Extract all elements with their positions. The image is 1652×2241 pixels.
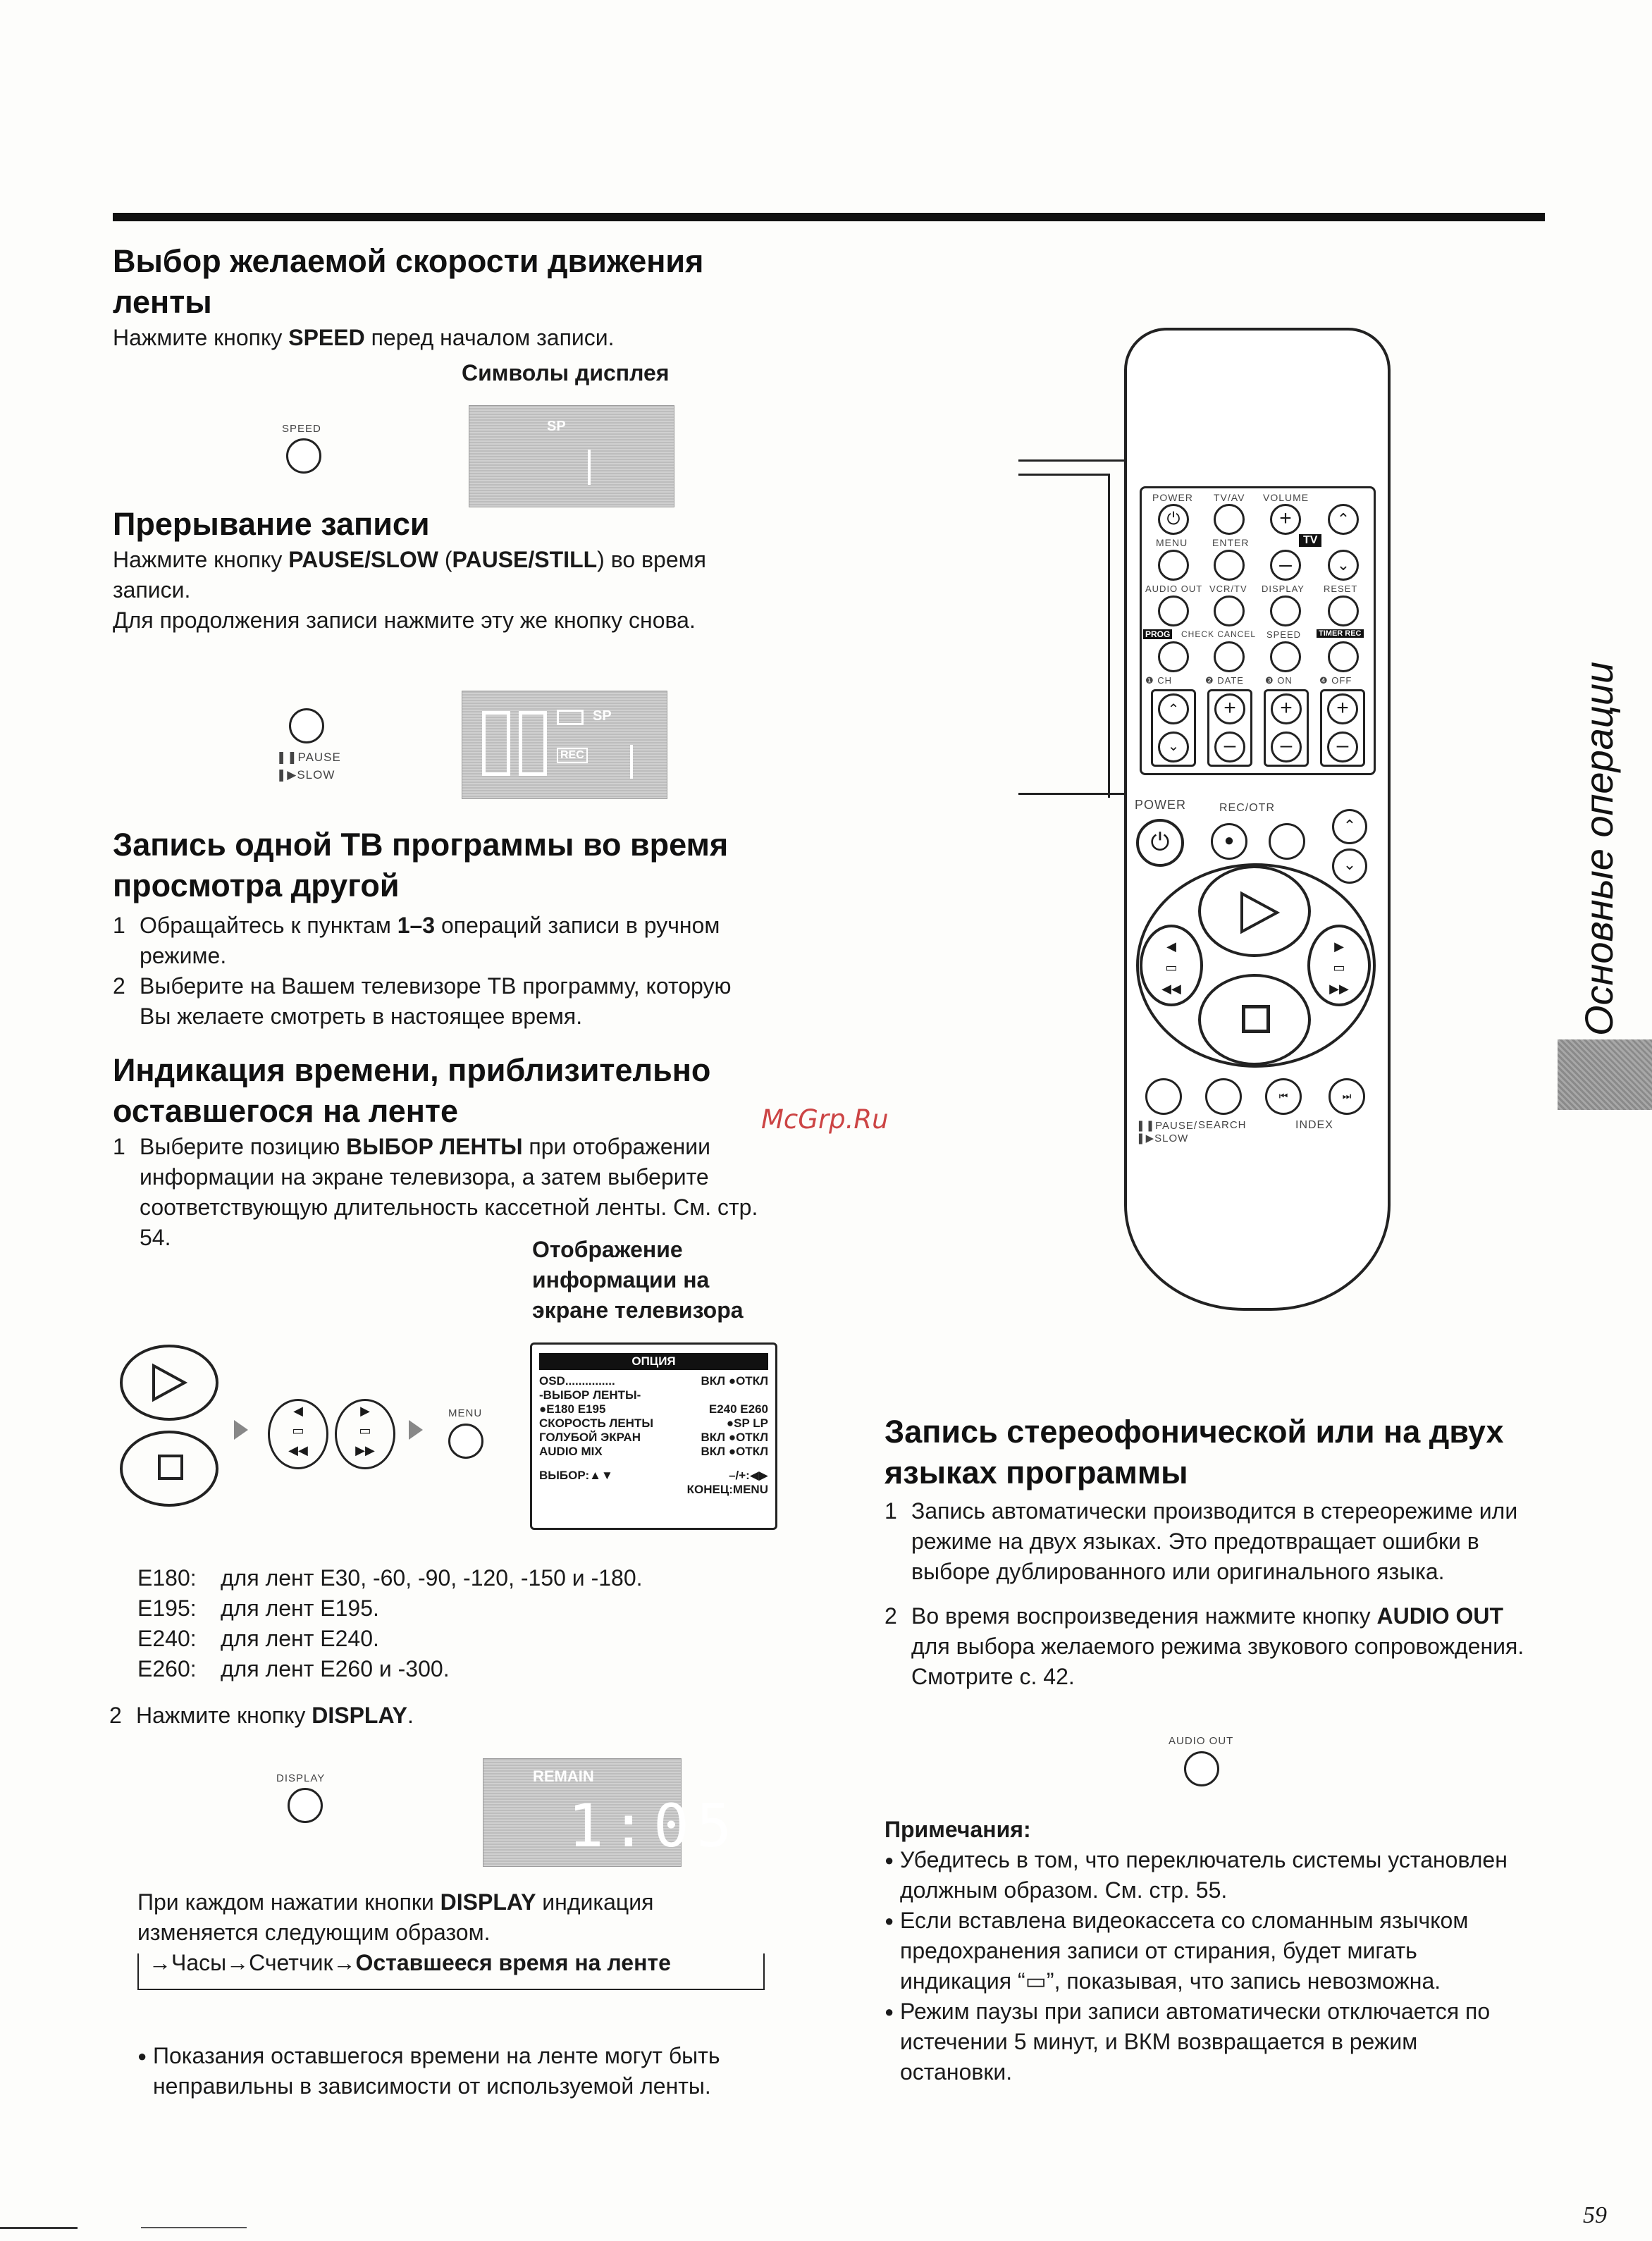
remote-rec-button[interactable] (1211, 823, 1247, 860)
remote-label-ch: ❶ CH (1145, 675, 1173, 686)
remote-index-next-button[interactable] (1329, 1078, 1365, 1115)
stop-button[interactable] (120, 1431, 218, 1507)
rewind-icon: ◀ ▭ ◀◀ (288, 1404, 308, 1457)
stop-icon (158, 1455, 183, 1480)
lid-line (1108, 474, 1110, 798)
remote-tvav-button[interactable] (1214, 504, 1245, 535)
osd-row: ГОЛУБОЙ ЭКРАН ВКЛ ●ОТКЛ (539, 1431, 768, 1444)
osd-footer-end: КОНЕЦ:MENU (686, 1483, 768, 1496)
chevron-up-icon: ⌃ (1336, 510, 1350, 528)
remote-play-button[interactable] (1198, 865, 1311, 957)
list-item: 2 Выберите на Вашем телевизоре ТВ программу, которую Вы желаете смотреть в настоящее время. (113, 973, 732, 1029)
remote-date-plus-button[interactable] (1214, 693, 1245, 724)
remote-power-button[interactable] (1158, 504, 1189, 535)
remote-label-power: POWER (1152, 492, 1193, 503)
lid-line (1018, 474, 1110, 476)
section-title-remain: Индикация времени, приблизительно оставшегося на ленте (113, 1052, 711, 1129)
remote-tv-ch-up-button[interactable] (1328, 504, 1359, 535)
osd-title: ОПЦИЯ (539, 1353, 768, 1370)
pause-instruction: Нажмите кнопку PAUSE/SLOW (PAUSE/STILL) во время записи. (113, 547, 706, 603)
lid-line (1018, 459, 1126, 462)
remote-label-prog: PROG (1143, 629, 1172, 639)
plus-icon: + (1280, 696, 1293, 720)
menu-button[interactable] (448, 1424, 483, 1459)
pause-lcd (462, 691, 667, 799)
remote-date-minus-button[interactable] (1214, 731, 1245, 763)
note-item: ● Если вставлена видеокассета со сломанным язычком предохранения записи от стирания, будет мигать индикация “▭”, показывая, что запись невозможна. (884, 1906, 1519, 1996)
stereo-step-2: 2 Во время воспроизведения нажмите кнопку AUDIO OUT для выбора желаемого режима звукового сопровождения. Смотрите с. 42. (884, 1603, 1524, 1689)
remote-ff-button[interactable] (1307, 925, 1371, 1006)
remote-label-enter: ENTER (1212, 537, 1250, 548)
lcd-digit-1 (482, 711, 510, 776)
play-button[interactable] (120, 1345, 218, 1421)
remote-label-date: ❷ DATE (1205, 675, 1244, 686)
remote-label-power2: POWER (1135, 798, 1187, 812)
remote-label-tv: TV (1299, 534, 1321, 547)
side-tab-title: Основные операции (1577, 661, 1621, 1036)
section-stereo (884, 1412, 1540, 1692)
remote-ch-down-button[interactable] (1158, 731, 1189, 763)
speed-instruction: Нажмите кнопку SPEED перед началом записи. (113, 325, 615, 350)
slow-label: ❚▶SLOW (276, 768, 335, 782)
remote-label-display: DISPLAY (1262, 584, 1305, 594)
tape-row: E240: для лент E240. (137, 1626, 379, 1651)
lcd-sp-text: SP (547, 419, 566, 434)
display-button[interactable] (288, 1788, 323, 1823)
pause-lcd-segment (630, 745, 633, 779)
remote-label-on: ❸ ON (1265, 675, 1293, 686)
remote-search-button[interactable] (1205, 1078, 1242, 1115)
note-item: ● Режим паузы при записи автоматически отключается по истечении 5 минут, и ВКМ возвращается в режим остановки. (884, 1996, 1519, 2087)
watermark: McGrp.Ru (761, 1104, 889, 1135)
pause-lcd-rec: REC (557, 748, 588, 763)
list-item: 1 Обращайтесь к пунктам 1–3 операций записи в ручном режиме. (113, 913, 720, 968)
plus-icon: + (1279, 507, 1292, 530)
lcd-remain-text: REMAIN (533, 1767, 594, 1785)
section-speed (113, 241, 775, 353)
audio-out-button[interactable] (1184, 1751, 1219, 1786)
chevron-up-icon: ⌃ (1167, 702, 1180, 717)
remote-label-volume: VOLUME (1263, 492, 1309, 503)
chevron-down-icon: ⌄ (1336, 556, 1350, 574)
record-icon: ● (1223, 831, 1235, 850)
power-icon: ⏻ (1150, 829, 1170, 856)
osd-row: AUDIO MIX ВКЛ ●ОТКЛ (539, 1445, 768, 1458)
notes (884, 1815, 1519, 2087)
remote-label-check-cancel: CHECK CANCEL (1181, 629, 1257, 639)
remote-enter-button[interactable] (1214, 550, 1245, 581)
section-title-speed: Выбор желаемой скорости движения ленты (113, 243, 704, 320)
osd-label: Отображение информации на экране телевизора (532, 1237, 744, 1323)
scan-mark (141, 2227, 247, 2228)
minus-icon: – (1223, 734, 1236, 757)
display-cycle-diagram (137, 1950, 765, 1990)
remain-note: ● Показания оставшегося времени на ленте могут быть неправильны в зависимости от используемой ленты. (137, 2041, 773, 2101)
skip-back-icon: ⏮ (1278, 1090, 1288, 1101)
remote-channel-up-button[interactable] (1332, 809, 1367, 844)
pause-slow-button[interactable] (289, 708, 324, 743)
pause-lcd-sp: SP (593, 708, 612, 724)
section-pause (113, 504, 733, 636)
remote-label-search: SEARCH (1198, 1119, 1247, 1131)
remote-display-button[interactable] (1270, 595, 1301, 626)
remote-audio-out-button[interactable] (1158, 595, 1189, 626)
remote-vol-down-button[interactable] (1270, 550, 1301, 581)
remote-label-timer-rec: TIMER REC (1317, 629, 1364, 638)
plus-icon: + (1223, 696, 1236, 720)
section-remain (113, 1050, 775, 1253)
remote-off-minus-button[interactable] (1327, 731, 1358, 763)
play-icon (1235, 888, 1284, 937)
remote-prog-button[interactable] (1158, 641, 1189, 672)
remote-label-off: ❹ OFF (1319, 675, 1352, 686)
cassette-icon (557, 710, 584, 725)
scan-mark (0, 2227, 78, 2229)
plus-icon: + (1336, 696, 1349, 720)
rewind-icon: ◀ ▭ ◀◀ (1161, 939, 1181, 996)
lcd-time: 1:05 (568, 1791, 739, 1860)
remote-label-rec-otr: REC/OTR (1219, 802, 1275, 814)
side-tab-marker (1558, 1039, 1652, 1110)
minus-icon: – (1279, 551, 1292, 576)
remain-step-2: 2 Нажмите кнопку DISPLAY. (109, 1703, 414, 1728)
section-title-stereo: Запись стереофонической или на двух языках программы (884, 1414, 1504, 1490)
remote-rewind-button[interactable] (1140, 925, 1203, 1006)
osd-row: -ВЫБОР ЛЕНТЫ- (539, 1388, 641, 1402)
remote-label-audio-out: AUDIO OUT (1145, 584, 1203, 594)
osd-row: ●E180 E195 E240 E260 (539, 1402, 768, 1416)
power-icon: ⏻ (1166, 510, 1181, 529)
page-number: 59 (1583, 2202, 1607, 2228)
skip-forward-icon: ⏭ (1342, 1090, 1352, 1101)
remote-stop-button[interactable] (1198, 974, 1311, 1066)
remote-ch-up-button[interactable] (1158, 693, 1189, 724)
osd-row: OSD............... ВКЛ ●ОТКЛ (539, 1374, 768, 1388)
note-item: ● Убедитесь в том, что переключатель системы установлен должным образом. См. стр. 55. (884, 1845, 1519, 1906)
remain-lcd (483, 1758, 739, 1867)
arrow-icon (409, 1420, 423, 1440)
osd-screen (530, 1342, 777, 1530)
osd-footer: ВЫБОР:▲▼ –/+:◀▶ (539, 1469, 768, 1482)
osd-row: СКОРОСТЬ ЛЕНТЫ ●SP LP (539, 1416, 768, 1430)
remote-off-plus-button[interactable] (1327, 693, 1358, 724)
remote-label-menu: MENU (1156, 537, 1188, 548)
remote-index-prev-button[interactable] (1265, 1078, 1302, 1115)
chevron-up-icon: ⌃ (1343, 817, 1357, 834)
speed-button[interactable] (286, 438, 321, 474)
remote-tv-ch-down-button[interactable] (1328, 550, 1359, 581)
arrow-icon (234, 1420, 248, 1440)
stop-icon (1242, 1005, 1270, 1033)
stereo-step-1: 1 Запись автоматически производится в стереорежиме или режиме на двух языках. Это предотвращает ошибки в выборе дублированного или оригинального языка. (884, 1498, 1518, 1584)
cycle-sequence: →Часы→Счетчик→Оставшееся время на ленте (149, 1948, 671, 1978)
remote-main-power-button[interactable] (1136, 819, 1184, 867)
speed-button-label: SPEED (282, 423, 321, 435)
rewind-button[interactable] (268, 1399, 328, 1469)
display-button-label: DISPLAY (276, 1772, 326, 1784)
lcd-digit-2 (519, 711, 547, 776)
remote-label-reset: RESET (1324, 584, 1358, 594)
menu-button-label: MENU (448, 1407, 483, 1419)
fast-forward-icon: ▶ ▭ ▶▶ (1329, 939, 1349, 996)
display-cycle-text: При каждом нажатии кнопки DISPLAY индикация изменяется следующим образом. (137, 1889, 654, 1945)
tape-row: E260: для лент E260 и -300. (137, 1656, 450, 1681)
remote-label-speed: SPEED (1266, 629, 1302, 640)
lcd-segment (588, 450, 591, 485)
remote-label-pause-slow: ❚❚PAUSE/ ❚▶SLOW (1136, 1120, 1198, 1144)
remain-step-1: 1 Выберите позицию ВЫБОР ЛЕНТЫ при отображении информации на экране телевизора, а затем выберите соответствующую длительность кассетной ленты. См. стр. 54. (113, 1134, 758, 1250)
section-watch-other (113, 825, 768, 1032)
fast-forward-icon: ▶ ▭ ▶▶ (355, 1404, 375, 1457)
remote-check-cancel-button[interactable] (1214, 641, 1245, 672)
speed-lcd (469, 405, 674, 507)
remote-vol-up-button[interactable] (1270, 504, 1301, 535)
pause-resume-text: Для продолжения записи нажмите эту же кнопку снова. (113, 607, 696, 633)
tape-list (137, 1563, 772, 1684)
tape-row: E195: для лент E195. (137, 1595, 379, 1621)
audio-out-button-label: AUDIO OUT (1169, 1735, 1234, 1747)
play-icon (148, 1362, 190, 1404)
fast-forward-button[interactable] (335, 1399, 395, 1469)
notes-title: Примечания: (884, 1817, 1031, 1842)
top-rule (113, 213, 1545, 221)
minus-icon: – (1280, 734, 1293, 757)
display-symbols-label: Символы дисплея (462, 360, 670, 385)
remote-vcrtv-button[interactable] (1214, 595, 1245, 626)
remote-timer-rec-button[interactable] (1328, 641, 1359, 672)
section-title-watch-other: Запись одной ТВ программы во время просмотра другой (113, 827, 729, 903)
remote-label-vcrtv: VCR/TV (1209, 584, 1247, 594)
remote-channel-down-button[interactable] (1332, 848, 1367, 884)
remote-pause-button[interactable] (1145, 1078, 1182, 1115)
remote-on-minus-button[interactable] (1271, 731, 1302, 763)
minus-icon: – (1336, 734, 1349, 757)
section-title-pause: Прерывание записи (113, 506, 430, 542)
remote-reset-button[interactable] (1328, 595, 1359, 626)
pause-label: ❚❚PAUSE (276, 751, 341, 764)
remote-label-index: INDEX (1295, 1119, 1333, 1131)
tape-row: E180: для лент E30, -60, -90, -120, -150 и -180. (137, 1565, 643, 1591)
remote-label-tvav: TV/AV (1214, 492, 1245, 503)
remote-on-plus-button[interactable] (1271, 693, 1302, 724)
remote-speed-button[interactable] (1270, 641, 1301, 672)
remote-menu-button[interactable] (1158, 550, 1189, 581)
remote-otr-button[interactable] (1269, 823, 1305, 860)
chevron-down-icon: ⌄ (1167, 739, 1180, 754)
chevron-down-icon: ⌄ (1343, 856, 1357, 873)
